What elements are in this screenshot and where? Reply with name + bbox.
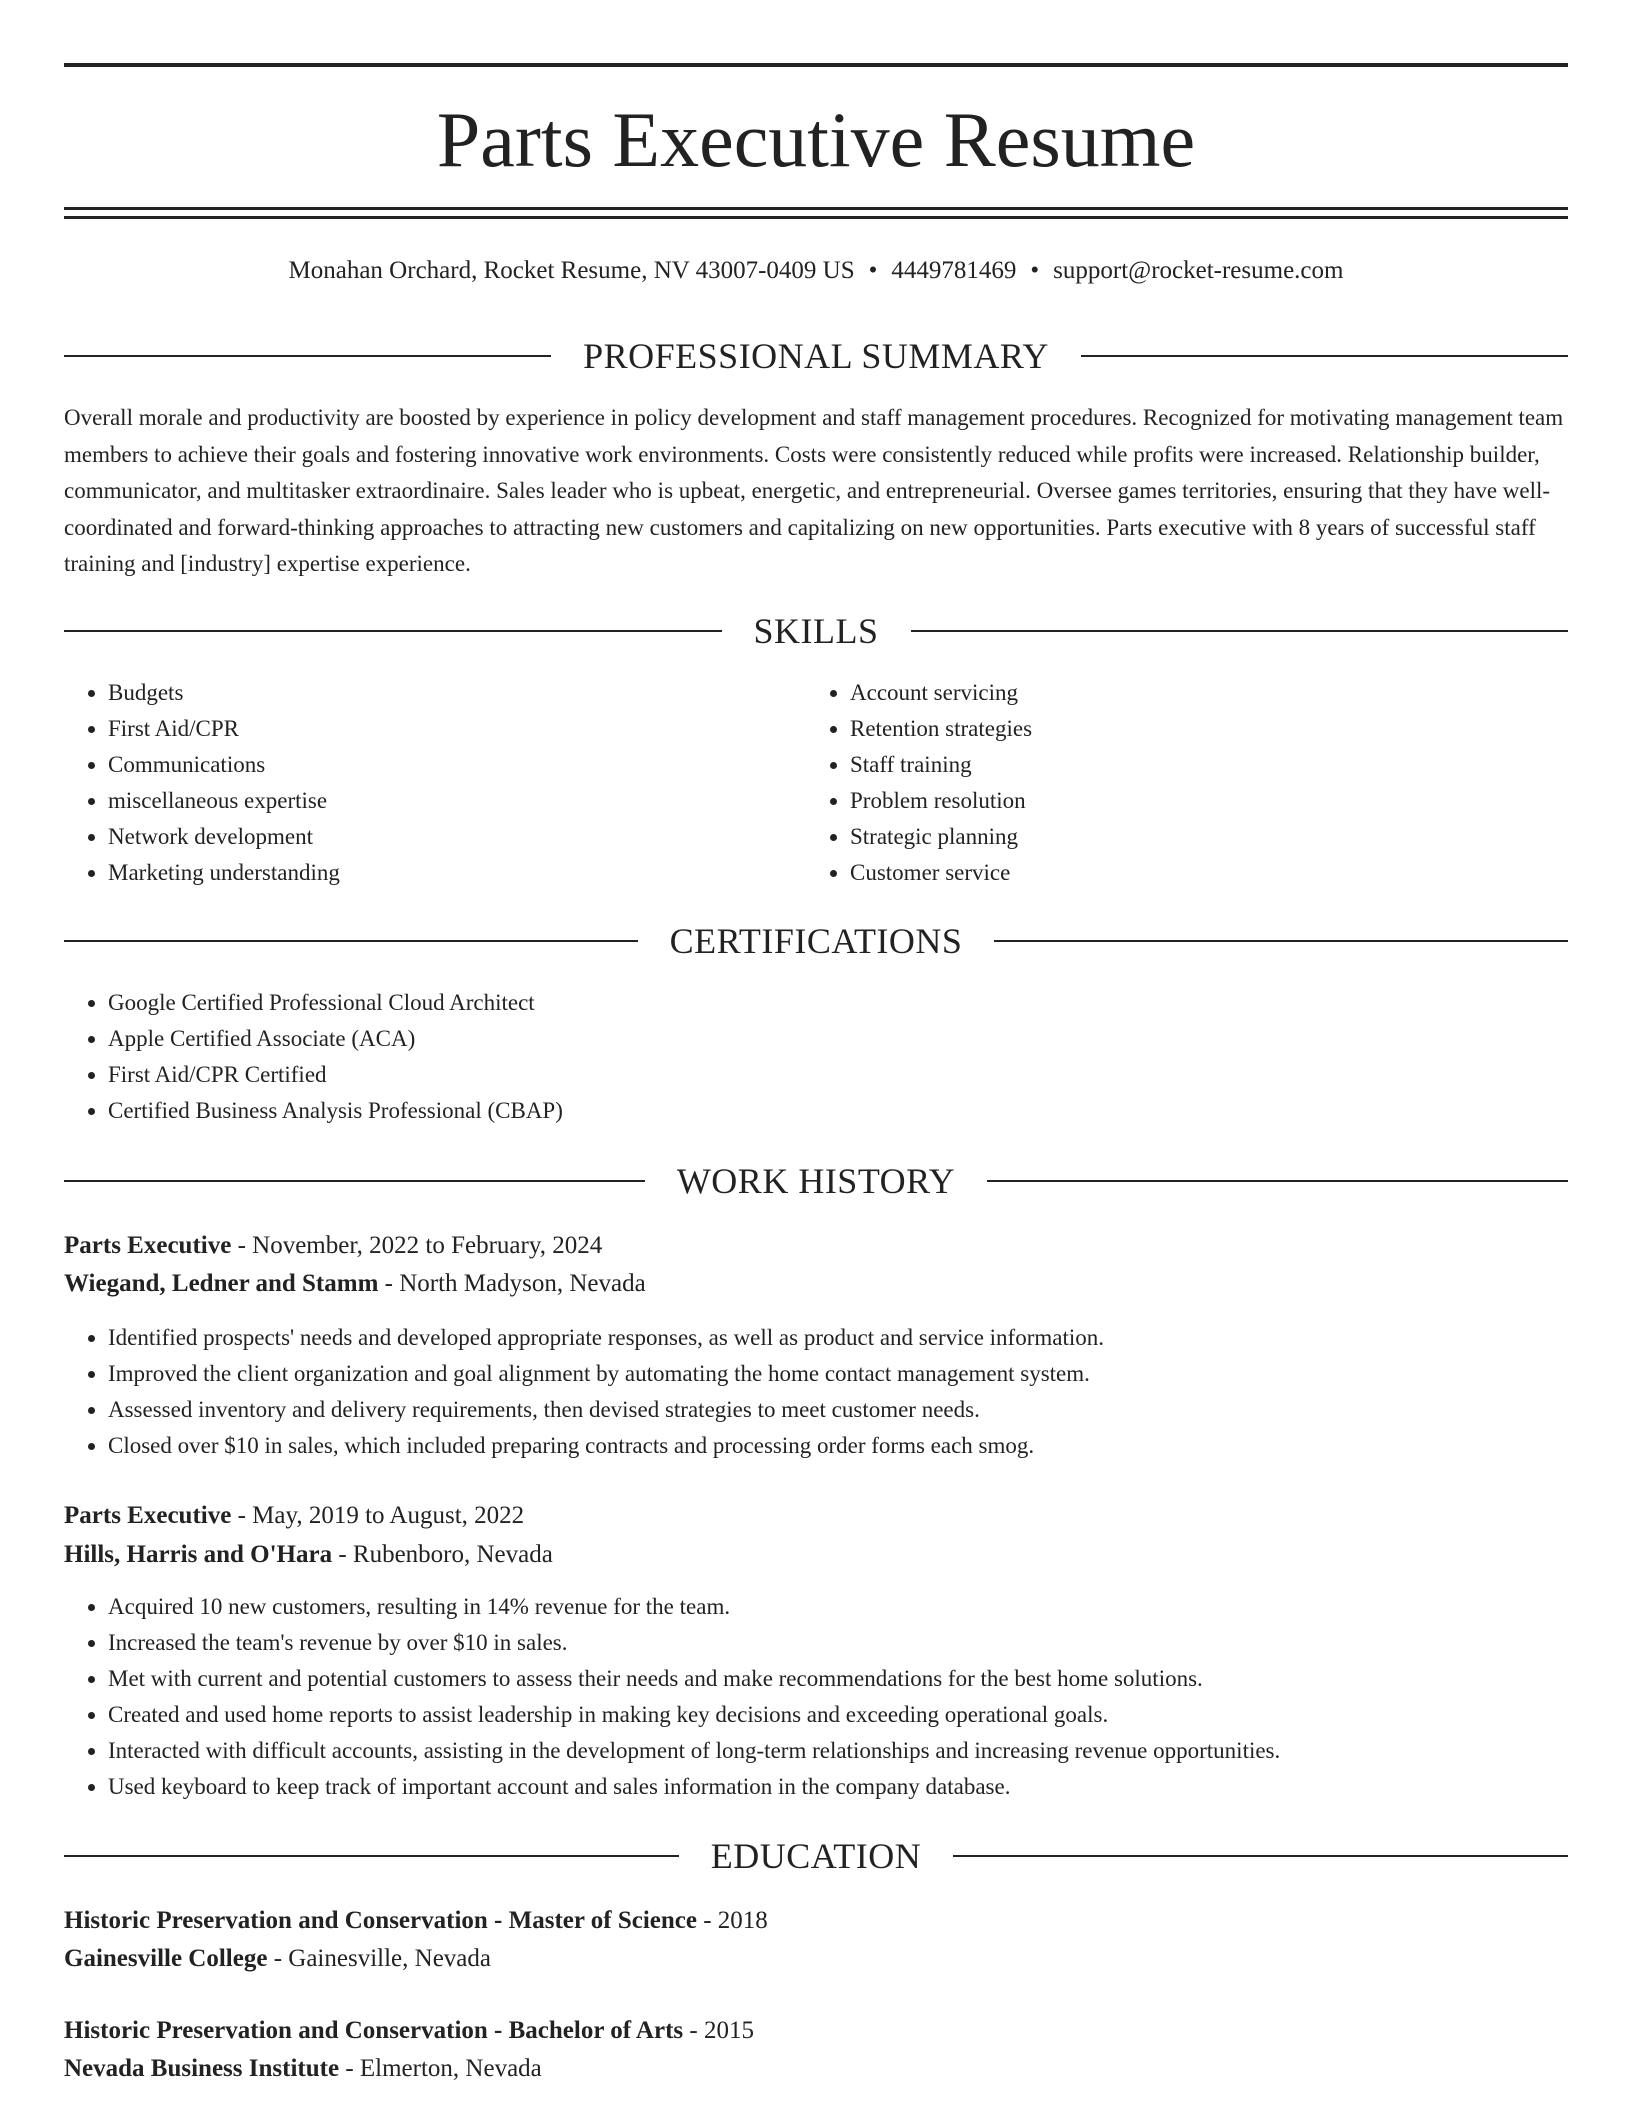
job-title: Parts Executive (64, 1232, 232, 1259)
skills-column-left (64, 675, 806, 891)
heading-rule (64, 1855, 679, 1857)
certifications-heading (64, 919, 1568, 963)
certification-item: • Certified Business Analysis Professional (CBAP) (108, 1093, 1568, 1129)
summary-heading-label: PROFESSIONAL SUMMARY (583, 336, 1049, 376)
skills-column-right (806, 675, 1548, 891)
education-degree: Historic Preservation and Conservation - Bachelor of Arts (64, 2017, 684, 2044)
title-double-rule (64, 207, 1568, 219)
skill-item: • Problem resolution (850, 783, 1548, 819)
job-bullets (64, 1320, 1568, 1464)
education-school-line (64, 1940, 1568, 1978)
certifications-list (64, 985, 1568, 1129)
job-bullet: • Interacted with difficult accounts, assisting in the development of long-term relationships and increasing revenue opportunities. (108, 1733, 1568, 1769)
job-title: Parts Executive (64, 1502, 232, 1529)
job-company: Wiegand, Ledner and Stamm (64, 1270, 379, 1297)
job-location: - Rubenboro, Nevada (332, 1541, 553, 1568)
job-bullet: • Identified prospects' needs and developed appropriate responses, as well as product and service information. (108, 1320, 1568, 1356)
heading-rule (1081, 355, 1568, 357)
job-dates: - May, 2019 to August, 2022 (231, 1502, 525, 1529)
top-rule (64, 63, 1568, 67)
work-history-heading (64, 1159, 1568, 1203)
education-heading (64, 1834, 1568, 1878)
heading-rule (987, 1180, 1568, 1182)
job-bullet: • Used keyboard to keep track of important account and sales information in the company database. (108, 1769, 1568, 1805)
job-dates: - November, 2022 to February, 2024 (231, 1232, 603, 1259)
heading-rule (64, 355, 551, 357)
contact-phone: 4449781469 (891, 257, 1017, 284)
skill-item: • Strategic planning (850, 819, 1548, 855)
education-year: - 2018 (696, 1907, 768, 1934)
education-year: - 2015 (683, 2017, 754, 2044)
heading-rule (64, 940, 638, 942)
skill-item: • Retention strategies (850, 711, 1548, 747)
job-title-line (64, 1227, 1568, 1265)
job-bullet: • Assessed inventory and delivery requirements, then devised strategies to meet customer needs. (108, 1392, 1568, 1428)
job-bullet: • Acquired 10 new customers, resulting in 14% revenue for the team. (108, 1589, 1568, 1625)
skill-item: • Budgets (108, 675, 806, 711)
skills-heading (64, 609, 1568, 653)
heading-rule (994, 940, 1568, 942)
education-school: Gainesville College (64, 1945, 268, 1972)
certification-item: • First Aid/CPR Certified (108, 1057, 1568, 1093)
contact-separator: • (868, 257, 878, 284)
job-bullet: • Increased the team's revenue by over $10 in sales. (108, 1625, 1568, 1661)
skill-item: • Marketing understanding (108, 855, 806, 891)
education-location: - Gainesville, Nevada (267, 1945, 491, 1972)
heading-rule (64, 630, 722, 632)
skill-item: • Account servicing (850, 675, 1548, 711)
job-bullet: • Met with current and potential customers to assess their needs and make recommendations for the best home solutions. (108, 1661, 1568, 1697)
skill-item: • Network development (108, 819, 806, 855)
job-bullet: • Created and used home reports to assist leadership in making key decisions and exceeding operational goals. (108, 1697, 1568, 1733)
heading-rule (953, 1855, 1568, 1857)
skill-item: • Communications (108, 747, 806, 783)
skill-item: • Customer service (850, 855, 1548, 891)
education-school-line (64, 2050, 1568, 2088)
job-title-line (64, 1497, 1568, 1535)
certification-item: • Apple Certified Associate (ACA) (108, 1021, 1568, 1057)
job-company-line (64, 1265, 1568, 1303)
job-company-line (64, 1536, 1568, 1574)
certifications-heading-label: CERTIFICATIONS (669, 921, 963, 961)
skill-item: • miscellaneous expertise (108, 783, 806, 819)
contact-line (64, 254, 1568, 288)
education-degree: Historic Preservation and Conservation - Master of Science (64, 1907, 697, 1934)
job-company: Hills, Harris and O'Hara (64, 1541, 333, 1568)
certification-item: • Google Certified Professional Cloud Architect (108, 985, 1568, 1021)
summary-heading (64, 334, 1568, 378)
page-title: Parts Executive Resume (436, 96, 1196, 183)
skill-item: • First Aid/CPR (108, 711, 806, 747)
job-bullets (64, 1589, 1568, 1805)
skills-list (64, 675, 1568, 891)
contact-address: Monahan Orchard, Rocket Resume, NV 43007-0409 US (288, 257, 855, 284)
education-degree-line (64, 2012, 1568, 2050)
education-heading-label: EDUCATION (710, 1836, 922, 1876)
education-degree-line (64, 1902, 1568, 1940)
contact-email: support@rocket-resume.com (1053, 257, 1344, 284)
summary-text: Overall morale and productivity are boosted by experience in policy development and staff management procedures. Recognized for motivating management team members to achieve their goals and fostering innovative work environments. Costs were consistently reduced while profits were increased. Relationship builder, communicator, and multitasker extraordinaire. Sales leader who is upbeat, energetic, and entrepreneurial. Oversee games territories, ensuring that they have well-coordinated and forward-thinking approaches to attracting new customers and capitalizing on new opportunities. Parts executive with 8 years of successful staff training and [industry] expertise experience. (64, 405, 1564, 576)
education-school: Nevada Business Institute (64, 2055, 340, 2082)
job-location: - North Madyson, Nevada (378, 1270, 646, 1297)
skills-heading-label: SKILLS (753, 611, 879, 651)
job-bullet: • Improved the client organization and goal alignment by automating the home contact management system. (108, 1356, 1568, 1392)
education-location: - Elmerton, Nevada (339, 2055, 542, 2082)
contact-separator: • (1030, 257, 1040, 284)
heading-rule (911, 630, 1569, 632)
skill-item: • Staff training (850, 747, 1548, 783)
work-history-heading-label: WORK HISTORY (676, 1161, 956, 1201)
job-bullet: • Closed over $10 in sales, which included preparing contracts and processing order forms each smog. (108, 1428, 1568, 1464)
heading-rule (64, 1180, 645, 1182)
